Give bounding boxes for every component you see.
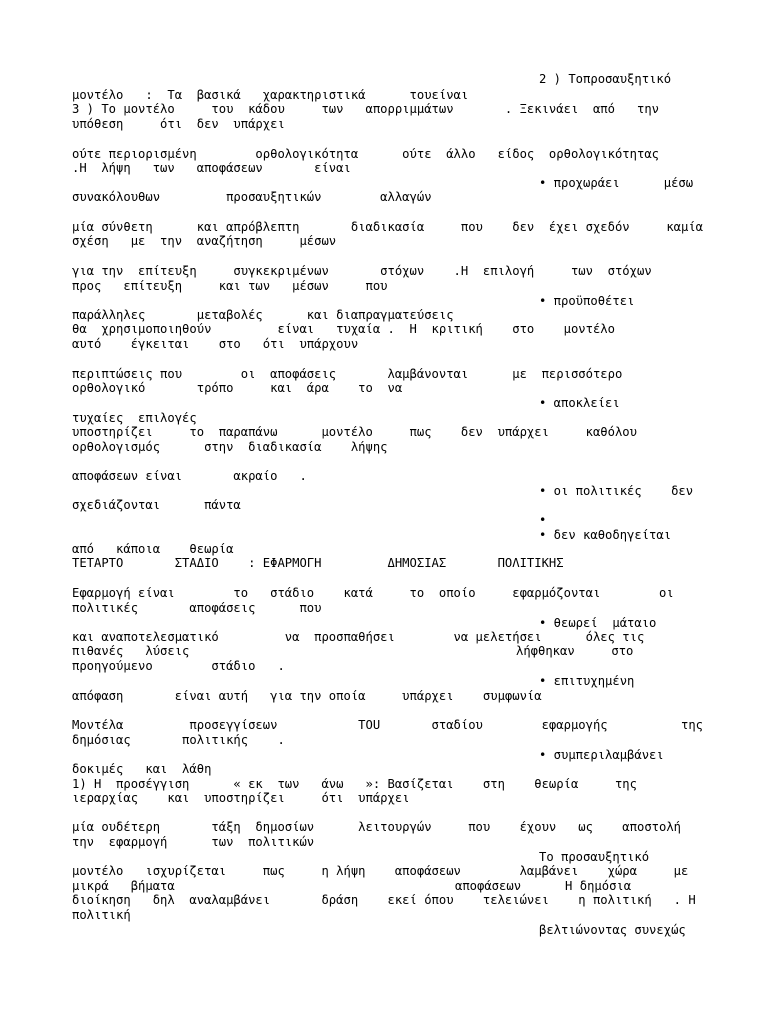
text-line: 1) Η προσέγγιση « εκ των άνω »: Βασίζεται στη θεωρία της <box>72 777 637 791</box>
text-line: τυχαίες επιλογές <box>72 411 197 425</box>
bullet-item: • θεωρεί μάταιο <box>539 616 657 630</box>
text-line: παράλληλες μεταβολές και διαπραγματεύσεις <box>72 308 454 322</box>
text-line: Εφαρμογή είναι το στάδιο κατά το οποίο εφαρμόζονται οι <box>72 586 674 600</box>
text-line: δοκιμές και λάθη <box>72 762 212 776</box>
text-line: υπόθεση ότι δεν υπάρχει <box>72 117 285 131</box>
text-line: προηγούμενο στάδιο . <box>72 659 285 673</box>
text-line: σχεδιάζονται πάντα <box>72 498 241 512</box>
text-line: από κάποια θεωρία <box>72 542 234 556</box>
text-line: ούτε περιορισμένη ορθολογικότητα ούτε άλλο είδος ορθολογικότητας <box>72 147 659 161</box>
text-line: σχέση με την αναζήτηση μέσων <box>72 234 337 248</box>
text-line: πολιτική <box>72 908 131 922</box>
bullet-item: • δεν καθοδηγείται <box>539 528 672 542</box>
text-line: μία ουδέτερη τάξη δημοσίων λειτουργών που έχουν ως αποστολή <box>72 820 682 834</box>
text-line: δημόσιας πολιτικής . <box>72 733 285 747</box>
text-line: μία σύνθετη και απρόβλεπτη διαδικασία που δεν έχει σχεδόν καμία <box>72 220 704 234</box>
text-line: ιεραρχίας και υποστηρίζει ότι υπάρχει <box>72 791 410 805</box>
bullet-item: • επιτυχημένη <box>539 674 635 688</box>
text-line: πιθανές λύσεις <box>72 644 190 658</box>
bullet-item: • προχωράει μέσω <box>539 176 694 190</box>
text-line: διοίκηση δηλ αναλαμβάνει δράση εκεί όπου τελειώνει η πολιτική . Η <box>72 893 696 907</box>
text-line: θα χρησιμοποιηθούν είναι τυχαία . Η κριτική στο μοντέλο <box>72 322 615 336</box>
section-heading: ΤΕΤΑΡΤΟ ΣΤΑΔΙΟ : ΕΦΑΡΜΟΓΗ ΔΗΜΟΣΙΑΣ ΠΟΛΙΤΙΚΗΣ <box>72 556 564 570</box>
text-line: πολιτικές αποφάσεις που <box>72 601 322 615</box>
text-line: περιπτώσεις που οι αποφάσεις λαμβάνονται με περισσότερο <box>72 367 623 381</box>
text-line: αποφάσεων είναι ακραίο . <box>72 469 307 483</box>
text-line: ορθολογισμός στην διαδικασία λήψης <box>72 440 388 454</box>
text-line: 2 ) Τοπροσαυξητικό <box>539 72 672 86</box>
text-line: αποφάσεων Η δημόσια <box>455 879 632 893</box>
text-line: αυτό έγκειται στο ότι υπάρχουν <box>72 337 359 351</box>
bullet-item: • <box>539 513 547 527</box>
bullet-item: • προϋποθέτει <box>539 294 635 308</box>
text-line: μοντέλο ισχυρίζεται πως η λήψη αποφάσεων λαμβάνει χώρα με <box>72 864 689 878</box>
text-line: και αναποτελεσματικό να προσπαθήσει να μελετήσει όλες τις <box>72 630 645 644</box>
text-line: Μοντέλα προσεγγίσεων ΤΟU σταδίου εφαρμογής της <box>72 718 704 732</box>
text-line: την εφαρμογή των πολιτικών <box>72 835 315 849</box>
text-line: υποστηρίζει το παραπάνω μοντέλο πως δεν υπάρχει καθόλου <box>72 425 637 439</box>
text-line: συνακόλουθων προσαυξητικών αλλαγών <box>72 190 432 204</box>
text-line: για την επίτευξη συγκεκριμένων στόχων .Η επιλογή των στόχων <box>72 264 652 278</box>
text-line: λήφθηκαν στο <box>516 644 634 658</box>
bullet-item: • αποκλείει <box>539 396 620 410</box>
text-line: 3 ) Το μοντέλο του κάδου των απορριμμάτων . Ξεκινάει από την <box>72 102 659 116</box>
text-line: Το προσαυξητικό <box>539 850 650 864</box>
bullet-item: • συμπεριλαμβάνει <box>539 748 664 762</box>
text-line: .Η λήψη των αποφάσεων είναι <box>72 161 351 175</box>
text-line: ορθολογικό τρόπο και άρα το να <box>72 381 403 395</box>
text-line: μικρά βήματα <box>72 879 175 893</box>
text-line: βελτιώνοντας συνεχώς <box>539 923 686 937</box>
text-line: απόφαση είναι αυτή για την οποία υπάρχει συμφωνία <box>72 689 542 703</box>
text-line: προς επίτευξη και των μέσων που <box>72 279 388 293</box>
text-line: μοντέλο : Τα βασικά χαρακτηριστικά τουείναι <box>72 88 469 102</box>
bullet-item: • οι πολιτικές δεν <box>539 484 694 498</box>
